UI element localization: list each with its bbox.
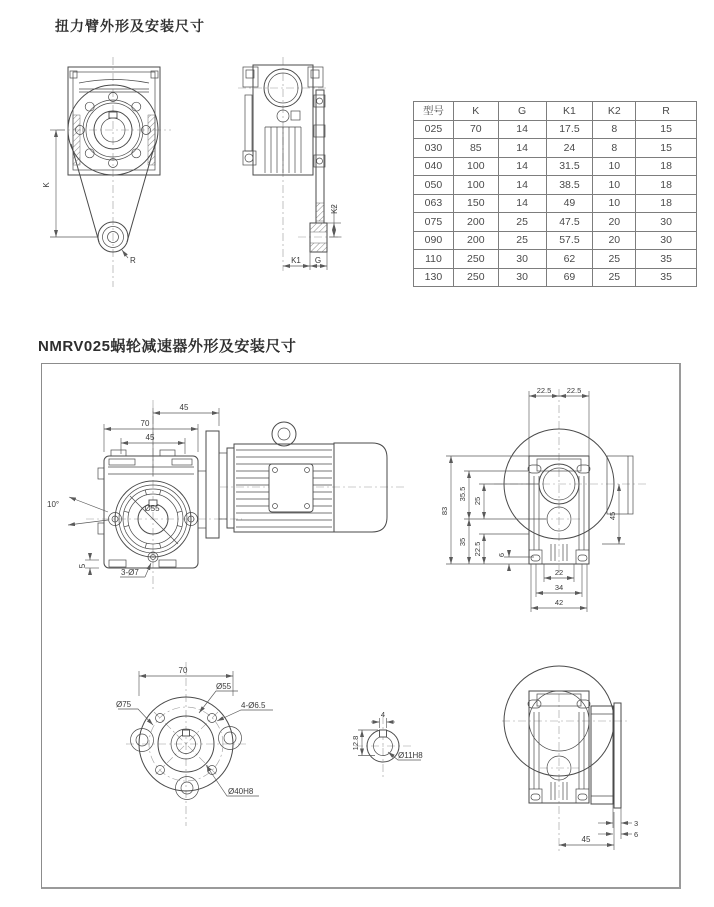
table-cell: 18 [636,157,697,176]
table-cell: 250 [453,250,498,269]
table-cell: 25 [593,250,636,269]
table-row [414,213,697,232]
dim-label-6: 6 [634,830,639,839]
table-cell: 15 [636,139,697,158]
table-row [414,268,697,287]
table-cell: 38.5 [546,176,593,195]
dim-label-r: R [130,256,136,265]
reducer-side-dimensions [559,804,638,850]
table-cell: 14 [498,157,546,176]
table-cell: 100 [453,176,498,195]
table-cell: 35 [636,250,697,269]
torque-arm-section-title: 扭力臂外形及安装尺寸 [55,18,205,34]
dim-label-angle: 10° [47,500,60,509]
table-cell: 250 [453,268,498,287]
dim-label-bore: Ø11H8 [398,751,423,760]
table-cell: 69 [546,268,593,287]
table-cell: 150 [453,194,498,213]
table-row [414,139,697,158]
reducer-drawings [42,364,679,887]
dim-label-5: 5 [78,563,87,569]
table-cell: 20 [593,231,636,250]
table-cell: 8 [593,139,636,158]
dim-label: 70 [178,666,188,675]
input-shaft-detail [355,716,411,778]
torque-arm-side-dimensions [283,204,341,270]
table-cell: 25 [498,213,546,232]
header-cell: 型号 [414,102,454,121]
table-cell: 14 [498,176,546,195]
reducer-section-title: NMRV025蜗轮减速器外形及安装尺寸 [38,338,297,355]
table-header-row [414,102,697,121]
table-cell: 30 [498,250,546,269]
dim-label-22: 22 [554,568,564,577]
table-cell: 10 [593,176,636,195]
dim-label-bore: Ø40H8 [228,787,254,796]
table-cell: 49 [546,194,593,213]
table-cell: 050 [414,176,454,195]
table-cell: 18 [636,194,697,213]
table-cell: 62 [546,250,593,269]
dim-label-34: 34 [554,583,564,592]
dim-label-k2: K2 [330,204,339,214]
table-cell: 14 [498,139,546,158]
header-cell: R [636,102,697,121]
table-cell: 100 [453,157,498,176]
dim-label-3: 3 [634,819,639,828]
torque-arm-side-geometry [238,57,342,271]
torque-arm-front-dimensions [42,130,136,265]
table-cell: 35 [636,268,697,287]
torque-arm-dimension-table [413,101,697,287]
table-cell: 17.5 [546,120,593,139]
dim-label-45: 45 [581,835,591,844]
dim-label-k: K [42,182,51,188]
dim-label-6: 6 [497,552,506,558]
header-cell: G [498,102,546,121]
torque-arm-side-drawing [230,55,365,290]
dim-label: 45 [145,433,155,442]
reducer-rear-view [494,389,646,576]
table-cell: 130 [414,268,454,287]
table-cell: 025 [414,120,454,139]
header-cell: K [453,102,498,121]
dim-label-k1: K1 [291,256,301,265]
dim-label-225: 22.5 [473,541,482,557]
dim-label-42: 42 [554,598,564,607]
table-row [414,120,697,139]
reducer-rear-dimensions [440,386,625,612]
table-cell: 25 [498,231,546,250]
motor-side-view [219,422,404,532]
table-cell: 18 [636,176,697,195]
table-cell: 075 [414,213,454,232]
table-cell: 20 [593,213,636,232]
table-cell: 30 [636,231,697,250]
reducer-side-rear-view [502,666,630,854]
table-row [414,250,697,269]
dim-label-dia75: Ø75 [116,700,132,709]
dim-label-128: 12.8 [351,735,360,751]
table-row [414,194,697,213]
table-cell: 10 [593,157,636,176]
table-cell: 200 [453,213,498,232]
table-cell: 57.5 [546,231,593,250]
dim-label: 22.5 [536,386,552,395]
dim-label-g: G [314,256,322,265]
table-cell: 14 [498,120,546,139]
dim-label: 22.5 [566,386,582,395]
header-cell: K1 [546,102,593,121]
header-cell: K2 [593,102,636,121]
dim-label-4: 4 [380,710,386,719]
dim-label-25: 25 [473,496,482,506]
dim-label-dia55: Ø55 [144,504,160,513]
dim-label: 45 [179,403,189,412]
table-cell: 31.5 [546,157,593,176]
output-flange-dimensions [116,666,273,796]
torque-arm-front-geometry [57,57,171,287]
dim-label-83: 83 [440,506,449,516]
dim-label-dia55: Ø55 [216,682,232,691]
dim-label: 70 [140,419,150,428]
table-cell: 10 [593,194,636,213]
table-cell: 25 [593,268,636,287]
dim-label-35: 35 [458,537,467,547]
table-row [414,176,697,195]
table-cell: 85 [453,139,498,158]
table-cell: 090 [414,231,454,250]
table-cell: 24 [546,139,593,158]
dim-label-holes: 4-Ø6.5 [241,701,266,710]
torque-arm-front-drawing [35,55,220,290]
dim-label-45: 45 [608,511,617,521]
input-shaft-dimensions [351,710,423,760]
table-cell: 063 [414,194,454,213]
table-cell: 040 [414,157,454,176]
table-cell: 15 [636,120,697,139]
dim-label-holes: 3-Ø7 [121,568,139,577]
table-cell: 47.5 [546,213,593,232]
table-cell: 030 [414,139,454,158]
table-cell: 30 [498,268,546,287]
table-cell: 110 [414,250,454,269]
table-cell: 14 [498,194,546,213]
dim-label-355: 35.5 [458,486,467,502]
table-row [414,157,697,176]
table-cell: 200 [453,231,498,250]
table-cell: 30 [636,213,697,232]
reducer-drawing-box [41,363,681,889]
table-cell: 8 [593,120,636,139]
reducer-front-view [86,400,242,590]
table-row [414,231,697,250]
table-cell: 70 [453,120,498,139]
